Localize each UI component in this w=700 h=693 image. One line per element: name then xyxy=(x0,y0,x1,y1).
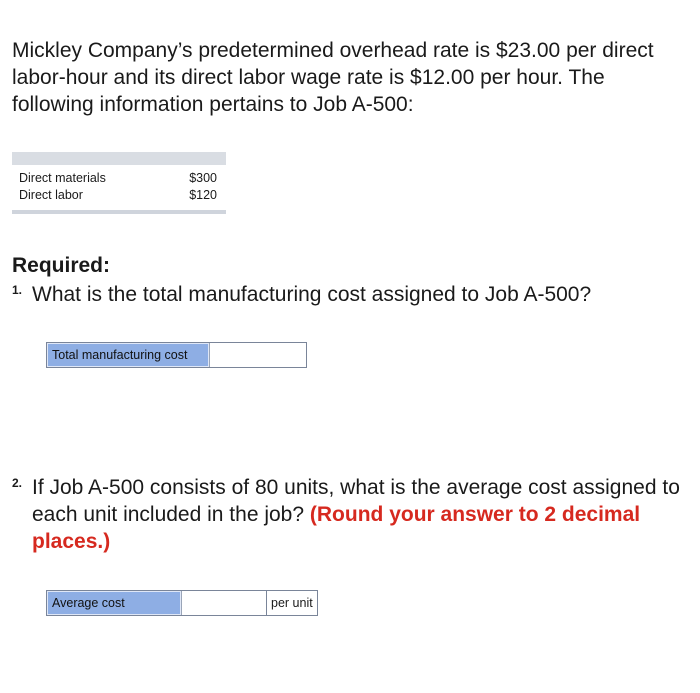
input-wrapper xyxy=(209,343,306,367)
question-number: 1. xyxy=(12,283,23,297)
required-heading: Required: xyxy=(12,254,111,277)
total-cost-input[interactable] xyxy=(209,343,306,367)
question-text xyxy=(12,474,682,555)
table-row xyxy=(12,170,226,187)
row-value: $120 xyxy=(189,188,217,202)
rounding-instruction: (Round your answer to 2 decimal places.) xyxy=(32,503,641,553)
question-text: What is the total manufacturing cost assigned to Job A-500? xyxy=(32,283,592,306)
row-label: Direct materials xyxy=(19,171,106,185)
problem-intro: Mickley Company’s predetermined overhead rate is $23.00 per direct labor-hour and its direct labor wage rate is $12.00 per hour. The following information pertains to Job A-500: xyxy=(12,39,654,116)
row-value: $300 xyxy=(189,171,217,185)
answer-label: Total manufacturing cost xyxy=(47,343,209,367)
question-2 xyxy=(12,474,682,555)
row-label: Direct labor xyxy=(19,188,83,202)
unit-label: per unit xyxy=(266,591,317,615)
cost-table xyxy=(12,152,226,214)
answer-row-average-cost xyxy=(46,590,318,616)
question-body: If Job A-500 consists of 80 units, what is the average cost assigned to each unit included in the job? xyxy=(32,476,680,526)
answer-row-total-cost xyxy=(46,342,307,368)
answer-label: Average cost xyxy=(47,591,181,615)
table-row xyxy=(12,187,226,204)
average-cost-input[interactable] xyxy=(181,591,266,615)
question-1 xyxy=(12,281,682,308)
question-number: 2. xyxy=(12,476,23,490)
input-wrapper xyxy=(181,591,266,615)
